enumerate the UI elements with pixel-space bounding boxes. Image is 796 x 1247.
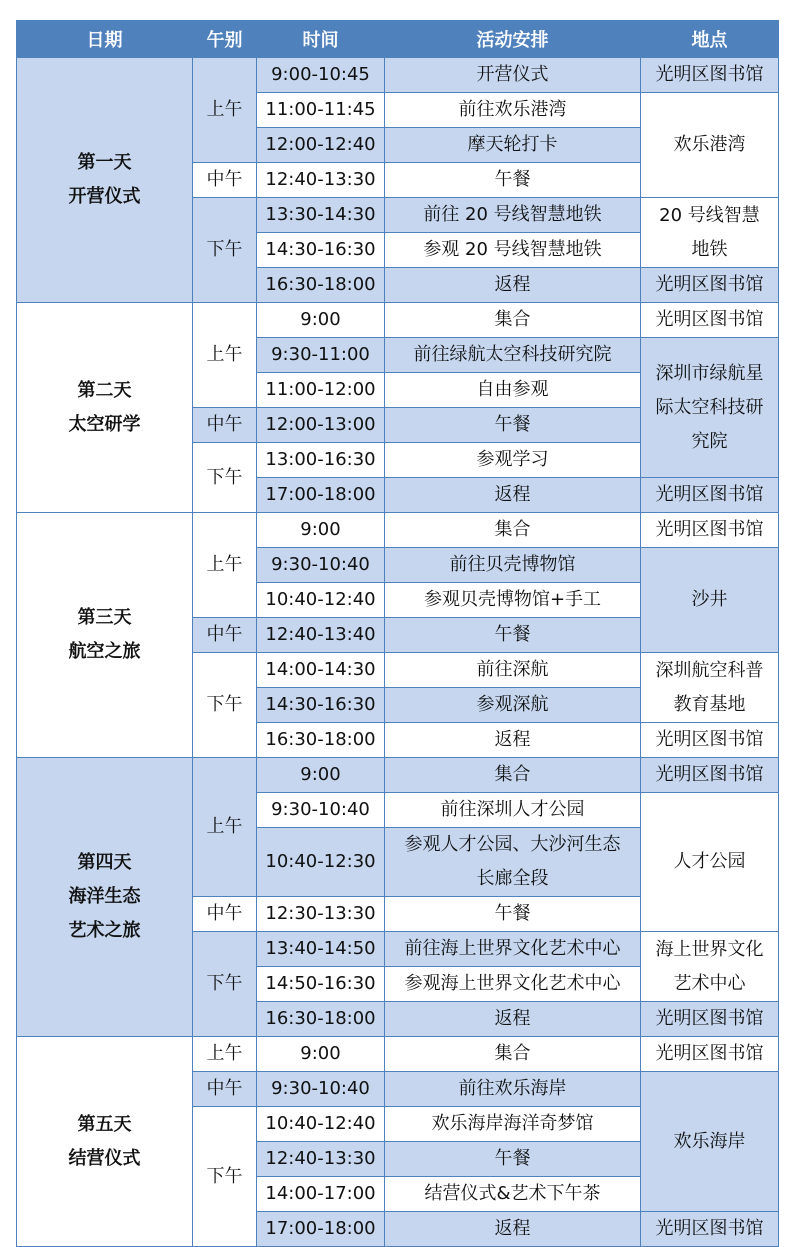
period-noon: 中午 bbox=[193, 897, 257, 932]
time-cell: 12:30-13:30 bbox=[257, 897, 385, 932]
header-date: 日期 bbox=[17, 21, 193, 58]
activity-cell: 参观贝壳博物馆+手工 bbox=[385, 583, 641, 618]
time-cell: 11:00-12:00 bbox=[257, 373, 385, 408]
period-pm: 下午 bbox=[193, 198, 257, 303]
place-cell: 光明区图书馆 bbox=[641, 1002, 779, 1037]
time-cell: 9:00 bbox=[257, 513, 385, 548]
time-cell: 14:00-14:30 bbox=[257, 653, 385, 688]
place-cell: 光明区图书馆 bbox=[641, 513, 779, 548]
time-cell: 9:30-10:40 bbox=[257, 1072, 385, 1107]
activity-cell: 返程 bbox=[385, 723, 641, 758]
place-cell: 深圳航空科普 教育基地 bbox=[641, 653, 779, 723]
place-cell: 欢乐港湾 bbox=[641, 93, 779, 198]
activity-cell: 自由参观 bbox=[385, 373, 641, 408]
place-cell: 深圳市绿航星 际太空科技研 究院 bbox=[641, 338, 779, 478]
activity-cell: 前往深航 bbox=[385, 653, 641, 688]
period-am: 上午 bbox=[193, 758, 257, 897]
period-noon: 中午 bbox=[193, 618, 257, 653]
day-label: 第四天 海洋生态 艺术之旅 bbox=[17, 758, 193, 1037]
time-cell: 9:30-11:00 bbox=[257, 338, 385, 373]
time-cell: 12:40-13:30 bbox=[257, 163, 385, 198]
activity-cell: 午餐 bbox=[385, 618, 641, 653]
period-am: 上午 bbox=[193, 303, 257, 408]
time-cell: 14:00-17:00 bbox=[257, 1177, 385, 1212]
activity-cell: 摩天轮打卡 bbox=[385, 128, 641, 163]
period-am: 上午 bbox=[193, 1037, 257, 1072]
header-time: 时间 bbox=[257, 21, 385, 58]
time-cell: 12:40-13:30 bbox=[257, 1142, 385, 1177]
activity-cell: 参观 20 号线智慧地铁 bbox=[385, 233, 641, 268]
place-cell: 欢乐海岸 bbox=[641, 1072, 779, 1212]
day-label: 第三天 航空之旅 bbox=[17, 513, 193, 758]
activity-cell: 开营仪式 bbox=[385, 58, 641, 93]
place-cell: 光明区图书馆 bbox=[641, 1212, 779, 1247]
time-cell: 9:00 bbox=[257, 1037, 385, 1072]
time-cell: 17:00-18:00 bbox=[257, 1212, 385, 1247]
place-cell: 光明区图书馆 bbox=[641, 303, 779, 338]
period-noon: 中午 bbox=[193, 1072, 257, 1107]
place-cell: 光明区图书馆 bbox=[641, 268, 779, 303]
table-row bbox=[17, 303, 779, 338]
time-cell: 10:40-12:40 bbox=[257, 1107, 385, 1142]
time-cell: 14:50-16:30 bbox=[257, 967, 385, 1002]
period-pm: 下午 bbox=[193, 443, 257, 513]
activity-cell: 前往 20 号线智慧地铁 bbox=[385, 198, 641, 233]
place-cell: 光明区图书馆 bbox=[641, 758, 779, 793]
place-cell: 光明区图书馆 bbox=[641, 478, 779, 513]
period-noon: 中午 bbox=[193, 408, 257, 443]
header-row bbox=[17, 21, 779, 58]
activity-cell: 返程 bbox=[385, 268, 641, 303]
time-cell: 12:40-13:40 bbox=[257, 618, 385, 653]
activity-cell: 参观学习 bbox=[385, 443, 641, 478]
activity-cell: 参观深航 bbox=[385, 688, 641, 723]
header-period: 午别 bbox=[193, 21, 257, 58]
activity-cell: 午餐 bbox=[385, 163, 641, 198]
time-cell: 13:00-16:30 bbox=[257, 443, 385, 478]
time-cell: 9:00 bbox=[257, 303, 385, 338]
time-cell: 10:40-12:40 bbox=[257, 583, 385, 618]
activity-cell: 前往深圳人才公园 bbox=[385, 793, 641, 828]
time-cell: 13:30-14:30 bbox=[257, 198, 385, 233]
time-cell: 16:30-18:00 bbox=[257, 1002, 385, 1037]
time-cell: 14:30-16:30 bbox=[257, 233, 385, 268]
activity-cell: 午餐 bbox=[385, 1142, 641, 1177]
time-cell: 14:30-16:30 bbox=[257, 688, 385, 723]
time-cell: 12:00-12:40 bbox=[257, 128, 385, 163]
activity-cell: 集合 bbox=[385, 758, 641, 793]
time-cell: 9:00-10:45 bbox=[257, 58, 385, 93]
time-cell: 11:00-11:45 bbox=[257, 93, 385, 128]
activity-cell: 结营仪式&艺术下午茶 bbox=[385, 1177, 641, 1212]
place-cell: 光明区图书馆 bbox=[641, 1037, 779, 1072]
header-place: 地点 bbox=[641, 21, 779, 58]
day-label: 第二天 太空研学 bbox=[17, 303, 193, 513]
activity-cell: 午餐 bbox=[385, 897, 641, 932]
activity-cell: 集合 bbox=[385, 513, 641, 548]
schedule-table bbox=[16, 20, 779, 1247]
header-activity: 活动安排 bbox=[385, 21, 641, 58]
activity-cell: 集合 bbox=[385, 1037, 641, 1072]
activity-cell: 前往绿航太空科技研究院 bbox=[385, 338, 641, 373]
activity-cell: 参观海上世界文化艺术中心 bbox=[385, 967, 641, 1002]
activity-cell: 午餐 bbox=[385, 408, 641, 443]
period-noon: 中午 bbox=[193, 163, 257, 198]
period-am: 上午 bbox=[193, 513, 257, 618]
time-cell: 16:30-18:00 bbox=[257, 268, 385, 303]
activity-cell: 前往贝壳博物馆 bbox=[385, 548, 641, 583]
place-cell: 人才公园 bbox=[641, 793, 779, 932]
time-cell: 9:30-10:40 bbox=[257, 793, 385, 828]
activity-cell: 前往欢乐海岸 bbox=[385, 1072, 641, 1107]
period-pm: 下午 bbox=[193, 653, 257, 758]
period-pm: 下午 bbox=[193, 932, 257, 1037]
activity-cell: 集合 bbox=[385, 303, 641, 338]
table-row bbox=[17, 1037, 779, 1072]
activity-cell: 欢乐海岸海洋奇梦馆 bbox=[385, 1107, 641, 1142]
table-row bbox=[17, 58, 779, 93]
activity-cell: 前往海上世界文化艺术中心 bbox=[385, 932, 641, 967]
day-label: 第一天 开营仪式 bbox=[17, 58, 193, 303]
place-cell: 20 号线智慧 地铁 bbox=[641, 198, 779, 268]
activity-cell: 返程 bbox=[385, 1002, 641, 1037]
time-cell: 17:00-18:00 bbox=[257, 478, 385, 513]
time-cell: 13:40-14:50 bbox=[257, 932, 385, 967]
place-cell: 沙井 bbox=[641, 548, 779, 653]
period-pm: 下午 bbox=[193, 1107, 257, 1247]
time-cell: 16:30-18:00 bbox=[257, 723, 385, 758]
time-cell: 10:40-12:30 bbox=[257, 828, 385, 897]
time-cell: 9:00 bbox=[257, 758, 385, 793]
place-cell: 光明区图书馆 bbox=[641, 723, 779, 758]
activity-cell: 参观人才公园、大沙河生态 长廊全段 bbox=[385, 828, 641, 897]
activity-cell: 返程 bbox=[385, 1212, 641, 1247]
place-cell: 光明区图书馆 bbox=[641, 58, 779, 93]
day-label: 第五天 结营仪式 bbox=[17, 1037, 193, 1247]
schedule-container bbox=[16, 20, 779, 1247]
activity-cell: 前往欢乐港湾 bbox=[385, 93, 641, 128]
period-am: 上午 bbox=[193, 58, 257, 163]
time-cell: 12:00-13:00 bbox=[257, 408, 385, 443]
table-row bbox=[17, 758, 779, 793]
place-cell: 海上世界文化 艺术中心 bbox=[641, 932, 779, 1002]
activity-cell: 返程 bbox=[385, 478, 641, 513]
time-cell: 9:30-10:40 bbox=[257, 548, 385, 583]
table-row bbox=[17, 513, 779, 548]
